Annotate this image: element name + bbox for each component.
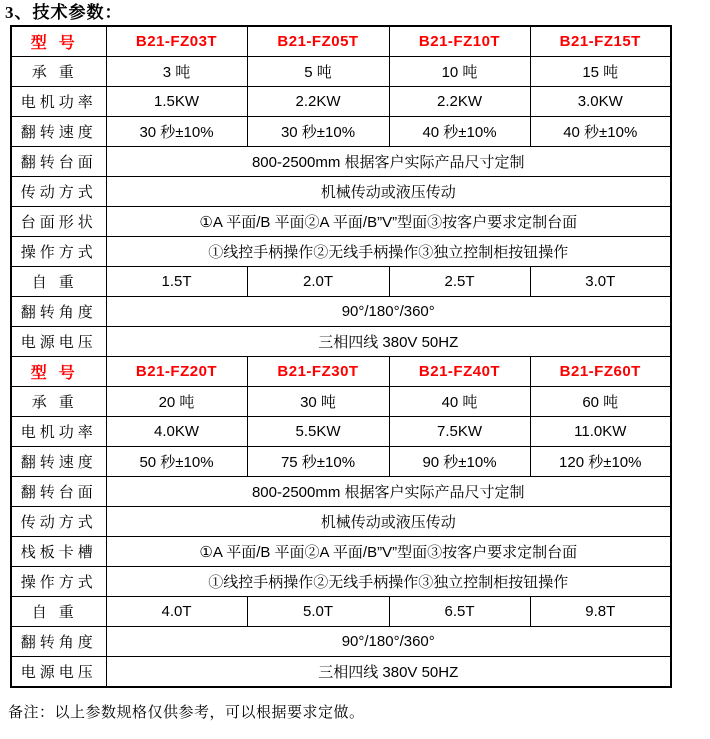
merged-value: 机械传动或液压传动 bbox=[106, 507, 671, 537]
model-name: B21-FZ03T bbox=[106, 26, 247, 57]
row-label: 传动方式 bbox=[11, 177, 106, 207]
cell-value: 5.0T bbox=[247, 597, 389, 627]
spec-row bbox=[11, 537, 671, 567]
note-text: 备注：以上参数规格仅供参考，可以根据要求定做。 bbox=[8, 705, 365, 721]
spec-row bbox=[11, 177, 671, 207]
spec-row bbox=[11, 207, 671, 237]
row-label: 翻转速度 bbox=[11, 117, 106, 147]
cell-value: 4.0KW bbox=[106, 417, 247, 447]
cell-value: 120 秒±10% bbox=[530, 447, 671, 477]
merged-value: 800-2500mm 根据客户实际产品尺寸定制 bbox=[106, 477, 671, 507]
merged-value: 三相四线 380V 50HZ bbox=[106, 327, 671, 357]
spec-row bbox=[11, 237, 671, 267]
spec-row bbox=[11, 597, 671, 627]
spec-row bbox=[11, 657, 671, 688]
cell-value: 30 吨 bbox=[247, 387, 389, 417]
cell-value: 2.0T bbox=[247, 267, 389, 297]
cell-value: 40 吨 bbox=[389, 387, 530, 417]
cell-value: 4.0T bbox=[106, 597, 247, 627]
spec-row bbox=[11, 507, 671, 537]
row-label: 翻转速度 bbox=[11, 447, 106, 477]
cell-value: 15 吨 bbox=[530, 57, 671, 87]
spec-row bbox=[11, 417, 671, 447]
cell-value: 20 吨 bbox=[106, 387, 247, 417]
cell-value: 40 秒±10% bbox=[389, 117, 530, 147]
cell-value: 3.0T bbox=[530, 267, 671, 297]
row-label: 翻转台面 bbox=[11, 147, 106, 177]
merged-value: ①A 平面/B 平面②A 平面/B”V”型面③按客户要求定制台面 bbox=[106, 537, 671, 567]
cell-value: 5 吨 bbox=[247, 57, 389, 87]
spec-row bbox=[11, 447, 671, 477]
merged-value: 机械传动或液压传动 bbox=[106, 177, 671, 207]
spec-table bbox=[10, 25, 672, 688]
row-label: 翻转角度 bbox=[11, 627, 106, 657]
cell-value: 2.2KW bbox=[247, 87, 389, 117]
cell-value: 2.2KW bbox=[389, 87, 530, 117]
cell-value: 75 秒±10% bbox=[247, 447, 389, 477]
cell-value: 90 秒±10% bbox=[389, 447, 530, 477]
merged-value: 90°/180°/360° bbox=[106, 297, 671, 327]
row-label: 操作方式 bbox=[11, 567, 106, 597]
spec-row bbox=[11, 87, 671, 117]
merged-value: 800-2500mm 根据客户实际产品尺寸定制 bbox=[106, 147, 671, 177]
spec-row bbox=[11, 147, 671, 177]
row-label: 型号 bbox=[11, 357, 106, 387]
model-name: B21-FZ20T bbox=[106, 357, 247, 387]
cell-value: 3.0KW bbox=[530, 87, 671, 117]
row-label: 电源电压 bbox=[11, 657, 106, 688]
cell-value: 30 秒±10% bbox=[247, 117, 389, 147]
row-label: 电源电压 bbox=[11, 327, 106, 357]
cell-value: 6.5T bbox=[389, 597, 530, 627]
merged-value: ①线控手柄操作②无线手柄操作③独立控制柜按钮操作 bbox=[106, 567, 671, 597]
merged-value: 90°/180°/360° bbox=[106, 627, 671, 657]
model-name: B21-FZ60T bbox=[530, 357, 671, 387]
page-title: 3、技术参数： bbox=[5, 3, 123, 22]
spec-table-body bbox=[11, 26, 671, 687]
row-label: 栈板卡槽 bbox=[11, 537, 106, 567]
model-name: B21-FZ10T bbox=[389, 26, 530, 57]
row-label: 翻转角度 bbox=[11, 297, 106, 327]
model-name: B21-FZ30T bbox=[247, 357, 389, 387]
cell-value: 1.5KW bbox=[106, 87, 247, 117]
spec-row bbox=[11, 26, 671, 57]
cell-value: 60 吨 bbox=[530, 387, 671, 417]
cell-value: 9.8T bbox=[530, 597, 671, 627]
spec-row bbox=[11, 357, 671, 387]
row-label: 承重 bbox=[11, 387, 106, 417]
cell-value: 40 秒±10% bbox=[530, 117, 671, 147]
spec-row bbox=[11, 477, 671, 507]
row-label: 操作方式 bbox=[11, 237, 106, 267]
cell-value: 30 秒±10% bbox=[106, 117, 247, 147]
model-name: B21-FZ05T bbox=[247, 26, 389, 57]
cell-value: 7.5KW bbox=[389, 417, 530, 447]
spec-row bbox=[11, 297, 671, 327]
row-label: 台面形状 bbox=[11, 207, 106, 237]
spec-row bbox=[11, 327, 671, 357]
spec-row bbox=[11, 567, 671, 597]
cell-value: 3 吨 bbox=[106, 57, 247, 87]
spec-row bbox=[11, 57, 671, 87]
model-name: B21-FZ15T bbox=[530, 26, 671, 57]
row-label: 电机功率 bbox=[11, 87, 106, 117]
cell-value: 50 秒±10% bbox=[106, 447, 247, 477]
row-label: 自重 bbox=[11, 597, 106, 627]
cell-value: 1.5T bbox=[106, 267, 247, 297]
merged-value: ①A 平面/B 平面②A 平面/B”V”型面③按客户要求定制台面 bbox=[106, 207, 671, 237]
spec-row bbox=[11, 267, 671, 297]
cell-value: 10 吨 bbox=[389, 57, 530, 87]
row-label: 电机功率 bbox=[11, 417, 106, 447]
row-label: 自重 bbox=[11, 267, 106, 297]
row-label: 传动方式 bbox=[11, 507, 106, 537]
row-label: 承重 bbox=[11, 57, 106, 87]
spec-row bbox=[11, 387, 671, 417]
spec-row bbox=[11, 117, 671, 147]
merged-value: 三相四线 380V 50HZ bbox=[106, 657, 671, 688]
merged-value: ①线控手柄操作②无线手柄操作③独立控制柜按钮操作 bbox=[106, 237, 671, 267]
row-label: 翻转台面 bbox=[11, 477, 106, 507]
cell-value: 11.0KW bbox=[530, 417, 671, 447]
cell-value: 5.5KW bbox=[247, 417, 389, 447]
spec-row bbox=[11, 627, 671, 657]
cell-value: 2.5T bbox=[389, 267, 530, 297]
model-name: B21-FZ40T bbox=[389, 357, 530, 387]
row-label: 型号 bbox=[11, 26, 106, 57]
